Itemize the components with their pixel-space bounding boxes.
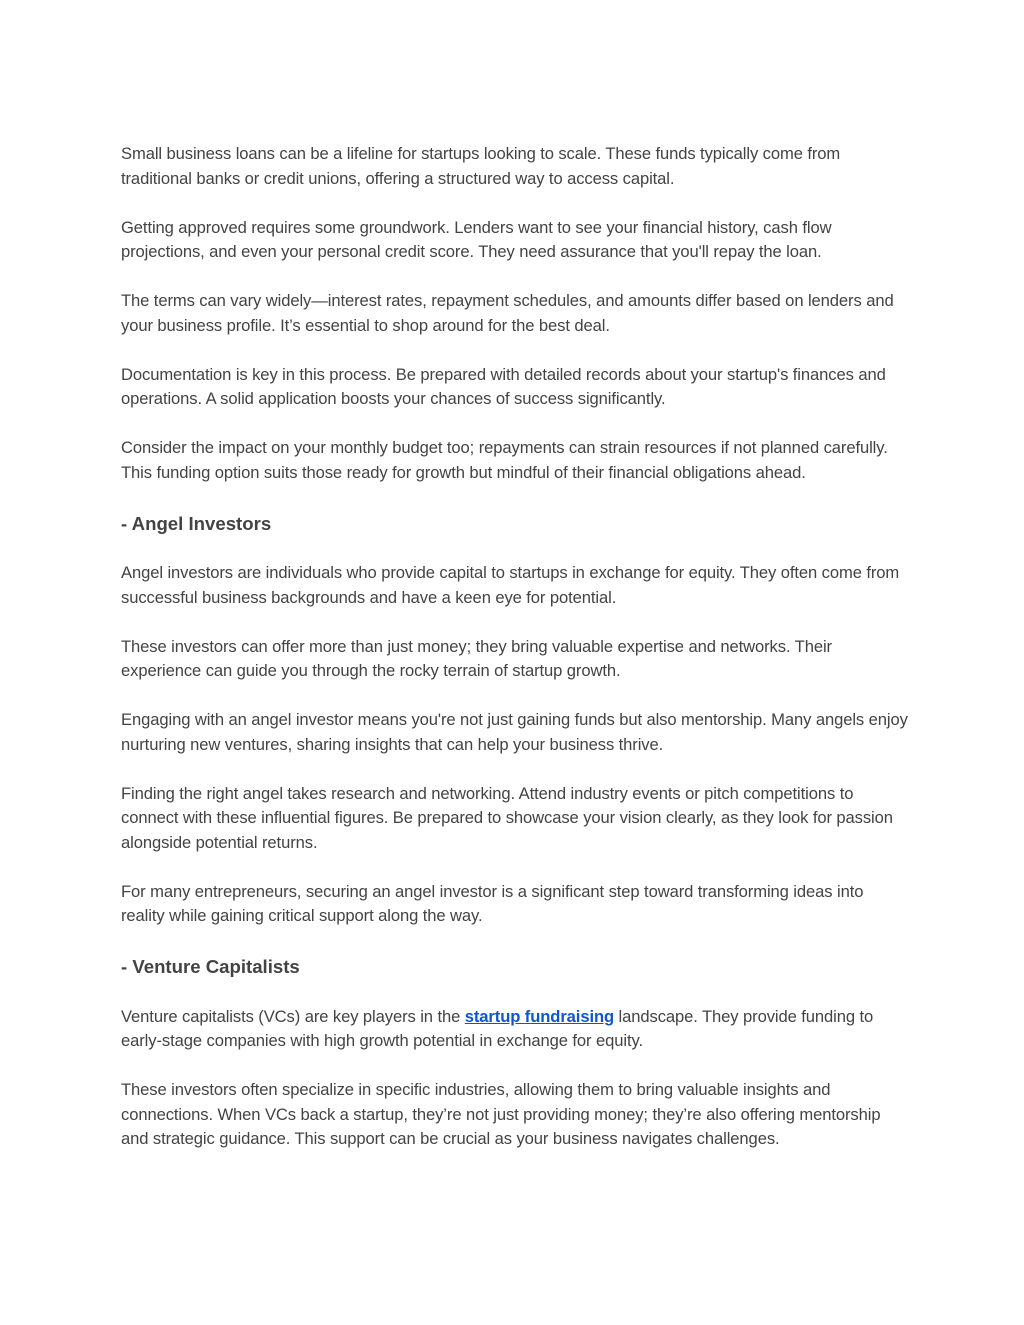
paragraph-vc-1 xyxy=(121,1005,911,1054)
paragraph-loans-2: Getting approved requires some groundwork. Lenders want to see your financial history, cash flow projections, and even your personal credit score. They need assurance that you'll repay the loan. xyxy=(121,217,832,261)
paragraph-loans-4: Documentation is key in this process. Be prepared with detailed records about your startup's finances and operations. A solid application boosts your chances of success significantly. xyxy=(121,364,886,408)
paragraph-vc-1-lead: Venture capitalists (VCs) are key players in the xyxy=(121,1006,465,1026)
paragraph-loans-5: Consider the impact on your monthly budget too; repayments can strain resources if not planned carefully. This funding option suits those ready for growth but mindful of their financial obligations ahead. xyxy=(121,438,888,482)
paragraph-loans-3: The terms can vary widely—interest rates, repayment schedules, and amounts differ based on lenders and your business profile. It’s essential to shop around for the best deal. xyxy=(121,291,894,335)
heading-angel-investors: - Angel Investors xyxy=(121,512,272,534)
paragraph-angel-3: Engaging with an angel investor means you're not just gaining funds but also mentorship. Many angels enjoy nurturing new ventures, sharing insights that can help your business thrive. xyxy=(121,710,908,754)
paragraph-angel-5: For many entrepreneurs, securing an angel investor is a significant step toward transforming ideas into reality while gaining critical support along the way. xyxy=(121,881,864,925)
paragraph-angel-2: These investors can offer more than just money; they bring valuable expertise and networks. Their experience can guide you through the rocky terrain of startup growth. xyxy=(121,636,832,680)
paragraph-vc-2: These investors often specialize in specific industries, allowing them to bring valuable insights and connections. When VCs back a startup, they’re not just providing money; they’re also offering mentorship and strategic guidance. This support can be crucial as your business navigates challenges. xyxy=(121,1080,881,1148)
heading-venture-capitalists: - Venture Capitalists xyxy=(121,956,300,977)
document-page xyxy=(121,142,911,1176)
paragraph-angel-4: Finding the right angel takes research and networking. Attend industry events or pitch competitions to connect with these influential figures. Be prepared to showcase your vision clearly, as they look for passion alongside potential returns. xyxy=(121,783,893,852)
startup-fundraising-link[interactable]: startup fundraising xyxy=(464,1006,615,1026)
paragraph-loans-1: Small business loans can be a lifeline for startups looking to scale. These funds typically come from traditional banks or credit unions, offering a structured way to access capital. xyxy=(121,144,841,188)
paragraph-angel-1: Angel investors are individuals who provide capital to startups in exchange for equity. They often come from successful business backgrounds and have a keen eye for potential. xyxy=(121,563,900,607)
paragraph-vc-1-tail: landscape. They provide funding to early-stage companies with high growth potential in exchange for equity. xyxy=(121,1006,874,1050)
